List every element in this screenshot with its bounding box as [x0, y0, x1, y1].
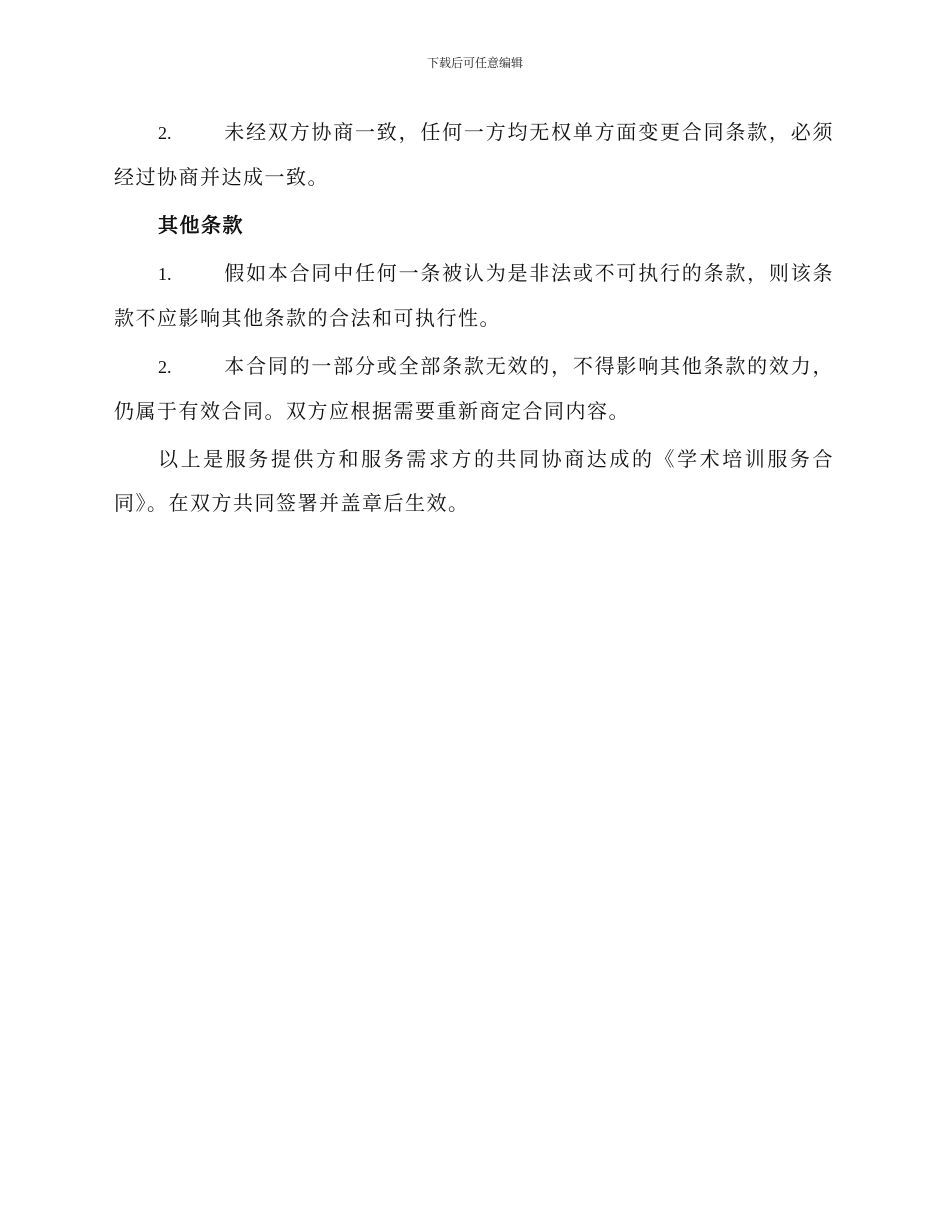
closing-paragraph: 以上是服务提供方和服务需求方的共同协商达成的《学术培训服务合同》。在双方共同签署并盖章后生效。: [114, 447, 834, 515]
clause-number: 2.: [158, 123, 172, 143]
page-header: 下载后可任意编辑: [426, 56, 523, 70]
clause-number: 1.: [158, 264, 172, 284]
clause-paragraph: [114, 251, 834, 340]
clause-text: 假如本合同中任何一条被认为是非法或不可执行的条款，则该条款不应影响其他条款的合法和可执行性。: [114, 261, 834, 330]
clause-paragraph: [114, 344, 834, 433]
clause-paragraph: [114, 110, 834, 199]
clause-number: 2.: [158, 357, 172, 377]
section-heading: 其他条款: [158, 213, 244, 237]
clause-text: 未经双方协商一致，任何一方均无权单方面变更合同条款，必须经过协商并达成一致。: [114, 120, 834, 189]
document-body: [114, 110, 834, 529]
clause-text: 本合同的一部分或全部条款无效的，不得影响其他条款的效力，仍属于有效合同。双方应根据需要重新商定合同内容。: [114, 354, 834, 423]
